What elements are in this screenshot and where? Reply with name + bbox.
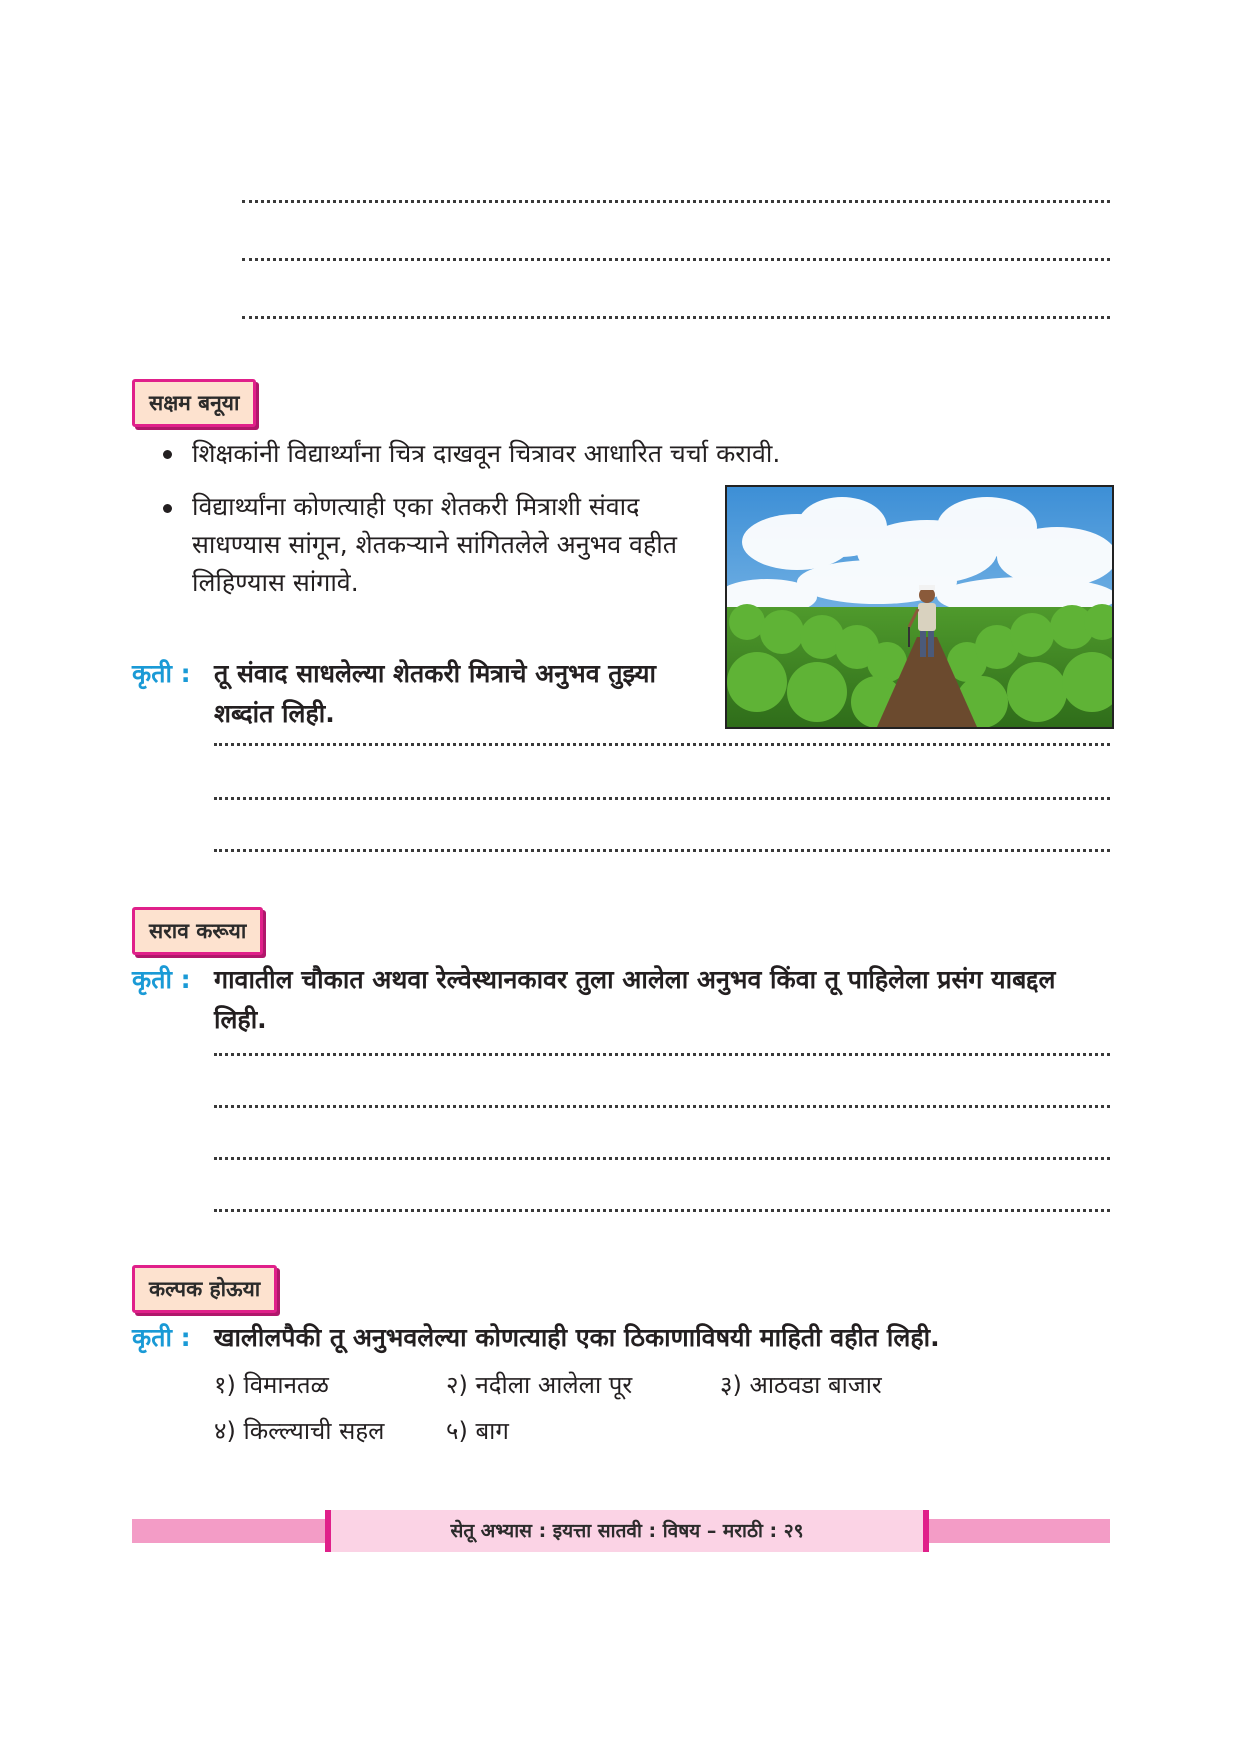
bullet-text: लिहिण्यास सांगावे. [192,568,359,597]
kruti-instruction: लिही. [214,1005,267,1034]
choice-item: ५) बाग [446,1417,509,1445]
answer-line [242,316,1110,319]
answer-line [214,1105,1110,1108]
page-footer: सेतू अभ्यास : इयत्ता सातवी : विषय – मराठी : २९ [325,1510,929,1552]
farmer-in-field-photo [725,485,1114,729]
answer-line [214,1157,1110,1160]
kruti-instruction: तू संवाद साधलेल्या शेतकरी मित्राचे अनुभव तुझ्या [214,659,656,688]
bullet-text: विद्यार्थ्यांना कोणत्याही एका शेतकरी मित्राशी संवाद [192,492,640,521]
footer-bar-left [132,1519,325,1543]
choice-item: १) विमानतळ [214,1371,329,1399]
kruti-instruction: गावातील चौकात अथवा रेल्वेस्थानकावर तुला आलेला अनुभव किंवा तू पाहिलेला प्रसंग याबद्दल [214,965,1056,994]
choice-item: ४) किल्ल्याची सहल [214,1417,385,1445]
section-tag-sarav: सराव करूया [132,907,263,955]
answer-line [214,797,1110,800]
bullet-icon [163,504,172,513]
answer-line [214,743,1110,746]
answer-line [242,258,1110,261]
kruti-label: कृती : [132,965,191,994]
choice-item: २) नदीला आलेला पूर [446,1371,633,1399]
kruti-label: कृती : [132,1323,191,1352]
answer-line [214,1053,1110,1056]
bullet-text: शिक्षकांनी विद्यार्थ्यांना चित्र दाखवून चित्रावर आधारित चर्चा करावी. [192,439,781,468]
section-tag-saksham: सक्षम बनूया [132,379,256,427]
answer-line [242,200,1110,203]
answer-line [214,1209,1110,1212]
footer-bar-right [923,1519,1110,1543]
bullet-icon [163,450,172,459]
kruti-instruction: खालीलपैकी तू अनुभवलेल्या कोणत्याही एका ठिकाणाविषयी माहिती वहीत लिही. [214,1323,940,1352]
answer-line [214,849,1110,852]
bullet-text: साधण्यास सांगून, शेतकऱ्याने सांगितलेले अनुभव वहीत [192,530,677,559]
section-tag-kalpak: कल्पक होऊया [132,1265,277,1313]
kruti-label: कृती : [132,659,191,688]
kruti-instruction: शब्दांत लिही. [214,699,335,728]
choice-item: ३) आठवडा बाजार [720,1371,882,1399]
